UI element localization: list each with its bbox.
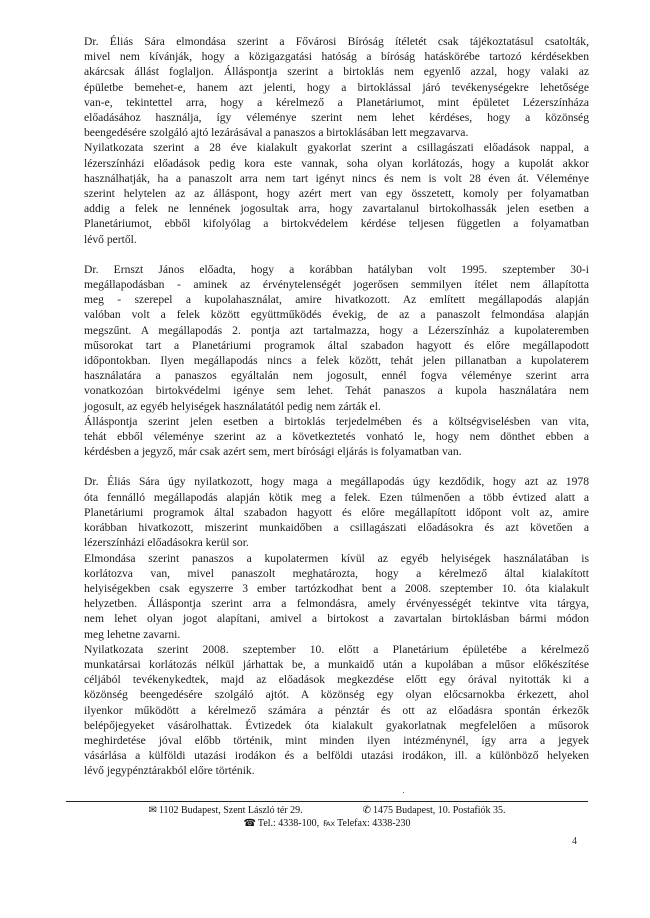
text-line: épületbe bemehet-e, hanem azt jelenti, hogy a birtoklással járó tevékenységekre lehetősége bbox=[84, 80, 589, 94]
text-line: meghirdetése jóval előbb történik, mint minden ilyen intézménynél, így arra a jegyek bbox=[84, 733, 589, 747]
phone-text: Tel.: 4338-100, bbox=[257, 818, 320, 829]
text-line: Nyilatkozata szerint a 28 éve kialakult gyakorlat szerint a csillagászati előadások nappal, a bbox=[84, 141, 589, 155]
text-line: Elmondása szerint panaszos a kupolatermen kívül az egyéb helyiségek használatában is bbox=[84, 551, 589, 565]
text-line: akárcsak állást foglaljon. Álláspontja szerint a birtoklás nem egyenlő azzal, hogy valaki az bbox=[84, 65, 589, 79]
text-line: közönség beengedésére szolgáló ajtót. A közönség egy olyan előcsarnokba érkezett, ahol bbox=[84, 688, 589, 702]
footer-postbox bbox=[363, 804, 506, 817]
paragraph bbox=[84, 414, 589, 460]
text-line: lézerszínházi előadásokra kerül sor. bbox=[84, 536, 249, 550]
text-line: munkatársai korlátozás nélkül járhattak be, a munkaidő után a kupolában a műsor előkészítése bbox=[84, 657, 589, 671]
paragraph bbox=[84, 551, 589, 642]
postbox-icon: ✆ bbox=[362, 805, 372, 816]
text-line: céljából tevékenykedtek, majd az előadások megkezdése előtt egy órával nyitották ki a bbox=[84, 673, 589, 687]
text-line: használhatják, ha a panaszolt arra nem tart igényt nincs és nem is volt 28 éven át. Véleménye bbox=[84, 171, 589, 185]
fax-text: Telefax: 4338-230 bbox=[337, 818, 411, 829]
footer-phone bbox=[243, 817, 319, 830]
text-line: nem lehet olyan jogot alapítani, amivel a birtokost a zavartalan birtoklásban bármi módon bbox=[84, 612, 589, 626]
text-line: meg - szerepel a kupolahasználat, amire hivatkozott. Az említett megállapodás alapján bbox=[84, 293, 589, 307]
text-line: szerint helytelen az az álláspont, hogy azért mert van egy összetett, komoly per folyamatban bbox=[84, 187, 589, 201]
text-line: korábban hivatkozott, miszerint munkaidőben a csillagászati előadásokra és azt követően a bbox=[84, 521, 589, 535]
text-line: Dr. Ernszt János előadta, hogy a korábban hatályban volt 1995. szeptember 30-i bbox=[84, 262, 589, 276]
text-line: megszűnt. A megállapodás 2. pontja azt tartalmazza, hogy a Lézerszínház a kupolateremben bbox=[84, 323, 589, 337]
text-line: műsorokat tart a Planetáriumi programok által szabadon hagyott és előre megállapodott bbox=[84, 338, 589, 352]
text-line: korlátozva van, mivel panaszolt meghatározta, hogy a kérelmező által kialakított bbox=[84, 566, 589, 580]
text-line: óta fennálló megállapodás alapján kötik meg a felek. Ezen túlmenően a több évtized alatt a bbox=[84, 490, 589, 504]
text-line: Dr. Éliás Sára elmondása szerint a Fővárosi Bíróság ítéletét csak tájékoztatásul csatolták, bbox=[84, 35, 589, 48]
address-text: 1102 Budapest, Szent László tér 29. bbox=[158, 805, 303, 816]
paragraph bbox=[84, 642, 589, 779]
paragraph bbox=[84, 262, 589, 414]
text-line: belépőjegyeket vásárolhattak. Évtizedek óta kialakult gyakorlatnak megfelelően a műsorok bbox=[84, 718, 589, 732]
text-line: megállapodásban - aminek az érvénytelenségét jogerősen semmilyen ítélet nem állapította bbox=[84, 278, 589, 292]
fax-icon: ℻ bbox=[323, 818, 336, 829]
page-number: 4 bbox=[572, 836, 577, 847]
text-line: lévő pertől. bbox=[84, 232, 137, 246]
footer-contact-row bbox=[66, 817, 588, 830]
text-line: előadásához használja, így véleménye szerint nem lehet kérdéses, hogy a közönség bbox=[84, 111, 589, 125]
text-line: Nyilatkozata szerint 2008. szeptember 10. előtt a Planetárium épületébe a kérelmező bbox=[84, 642, 589, 656]
text-line: időpontokban. Ilyen megállapodás nincs a felek között, tehát jelen pillanatban a kupolaterem bbox=[84, 354, 589, 368]
text-line: helyzetben. Álláspontja szerint arra a felmondásra, amely érvényességét tekintve vita tárgya, bbox=[84, 597, 589, 611]
text-line: helyiségekben csak egyszerre 3 ember tartózkodhat bent a 2008. szeptember 10. óta kialakult bbox=[84, 581, 589, 595]
text-line: tehát ebből véleménye szerint az a következtetés vonható le, hogy nem dönthet ebben a bbox=[84, 430, 589, 444]
text-line: beengedésére szolgáló ajtó lezárásával a panaszos a birtoklásában lett megzavarva. bbox=[84, 126, 469, 140]
text-line: addig a felek ne lennének jogosultak arra, hogy zavartalanul birtokolhassák jelen esetben a bbox=[84, 202, 589, 216]
paragraph bbox=[84, 34, 589, 140]
text-line: vonatkozóan birtokvédelmi igénye sem lehet. Tehát panaszos a kupola használatára nem bbox=[84, 384, 589, 398]
footer-address bbox=[148, 804, 302, 817]
document-body bbox=[84, 34, 589, 779]
text-line: Álláspontja szerint jelen esetben a birtoklás terjedelmében és a költségviselésben van vita, bbox=[84, 414, 589, 428]
paragraph bbox=[84, 474, 589, 550]
text-line: valóban volt a felek között együttműködés évekig, de az a panaszolt felmondása alapján bbox=[84, 308, 589, 322]
text-line: vásárlása a külföldi utazási irodákon és a belföldi utazási irodákon, ill. a különböző helyeken bbox=[84, 749, 589, 763]
text-line: Planetáriumi programok által szabadon hagyott és előre megállapított időpont volt az, amire bbox=[84, 505, 589, 519]
text-line: Planetáriumot, ebből kifolyólag a birtokvédelem kérdése teljesen független a folyamatban bbox=[84, 217, 589, 231]
scan-speck bbox=[403, 792, 404, 793]
text-line: Dr. Éliás Sára úgy nyilatkozott, hogy maga a megállapodás úgy kezdődik, hogy azt az 1978 bbox=[84, 475, 589, 489]
footer-fax bbox=[323, 817, 410, 830]
paragraph bbox=[84, 140, 589, 246]
text-line: kérdésben a jegyző, már csak azért sem, mert bírósági eljárás is folyamatban van. bbox=[84, 445, 462, 459]
envelope-icon: ✉ bbox=[148, 805, 157, 816]
text-line: lévő jegypénztárakból előre történik. bbox=[84, 764, 255, 778]
telephone-icon: ☎ bbox=[243, 818, 256, 829]
footer-divider bbox=[66, 801, 588, 802]
text-line: jogosult, az egyéb helyiségek használatától pedig nem zárták el. bbox=[84, 399, 381, 413]
text-line: mivel nem kívánják, hogy a közigazgatási hatóság a bíróság hatáskörébe tartozó kérdésekben bbox=[84, 50, 589, 64]
text-line: van-e, tekintettel arra, hogy a kérelmező a Planetáriumot, mint épületet Lézerszínháza bbox=[84, 95, 589, 109]
text-line: használatára a panaszos egyáltalán nem jogosult, ennél fogva véleménye szerint arra bbox=[84, 369, 589, 383]
text-line: ilyenkor működött a kérelmező számára a pénztár és ott az előadásra spontán érkezők bbox=[84, 703, 589, 717]
text-line: meg lehetne zavarni. bbox=[84, 627, 181, 641]
text-line: lézerszínházi előadások pedig kora este vannak, soha olyan korlátozás, hogy a kupolát akkor bbox=[84, 156, 589, 170]
postbox-text: 1475 Budapest, 10. Postafiók 35. bbox=[373, 805, 506, 816]
letterhead-footer bbox=[66, 804, 588, 830]
footer-address-row bbox=[66, 804, 588, 817]
